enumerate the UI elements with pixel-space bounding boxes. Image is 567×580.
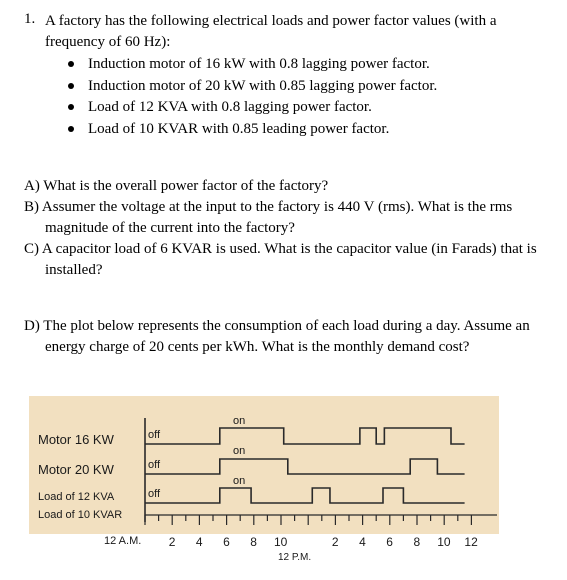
question-b: B) Assumer the voltage at the input to the factory is 440 V (rms). What is the rms magnitude of the current into the factory? <box>24 199 513 236</box>
on-label-motor20: on <box>233 445 246 457</box>
on-label-motor16: on <box>233 415 246 427</box>
list-item: Induction motor of 20 kW with 0.85 lagging power factor. <box>68 76 437 98</box>
step-line-load <box>145 488 465 503</box>
question-d: D) The plot below represents the consumption of each load during a day. Assume an energy charge of 20 cents per kWh. What is the monthly demand cost? <box>24 318 530 355</box>
question-a: A) What is the overall power factor of the factory? <box>24 178 329 194</box>
tick-label: 10 <box>274 535 288 549</box>
off-label-load: off <box>148 488 161 500</box>
tick-label: 6 <box>386 535 393 549</box>
question-c: C) A capacitor load of 6 KVAR is used. What is the capacitor value (in Farads) that is installed? <box>24 241 537 278</box>
tick-label: 6 <box>223 535 230 549</box>
row-label-load12: Load of 12 KVA <box>38 491 115 503</box>
list-item: Induction motor of 16 kW with 0.8 lagging power factor. <box>68 54 437 76</box>
step-line-motor20 <box>145 459 465 474</box>
tick-label: 8 <box>413 535 421 549</box>
list-item: Load of 10 KVAR with 0.85 leading power factor. <box>68 119 437 141</box>
row-label-motor16: Motor 16 KW <box>38 432 114 447</box>
step-line-motor16 <box>145 428 465 444</box>
off-label-motor20: off <box>148 459 161 471</box>
tick-label: 2 <box>331 535 339 549</box>
row-label-motor20: Motor 20 KW <box>38 462 114 477</box>
tick-label: 4 <box>359 535 366 549</box>
list-item: Load of 12 KVA with 0.8 lagging power factor. <box>68 97 437 119</box>
am-label: 12 A.M. <box>104 535 142 547</box>
on-label-load: on <box>233 475 246 487</box>
row-label-load10: Load of 10 KVAR <box>38 509 123 521</box>
tick-label: 8 <box>250 535 257 549</box>
tick-label: 12 <box>464 535 478 549</box>
tick-label: 2 <box>168 535 176 549</box>
problem-number: 1. <box>24 11 36 27</box>
tick-label: 10 <box>437 535 451 549</box>
tick-label: 4 <box>195 535 203 549</box>
pm-label: 12 P.M. <box>278 552 312 563</box>
off-label-motor16: off <box>148 429 161 441</box>
problem-intro: A factory has the following electrical loads and power factor values (with a frequency of 60 Hz): <box>45 13 497 50</box>
